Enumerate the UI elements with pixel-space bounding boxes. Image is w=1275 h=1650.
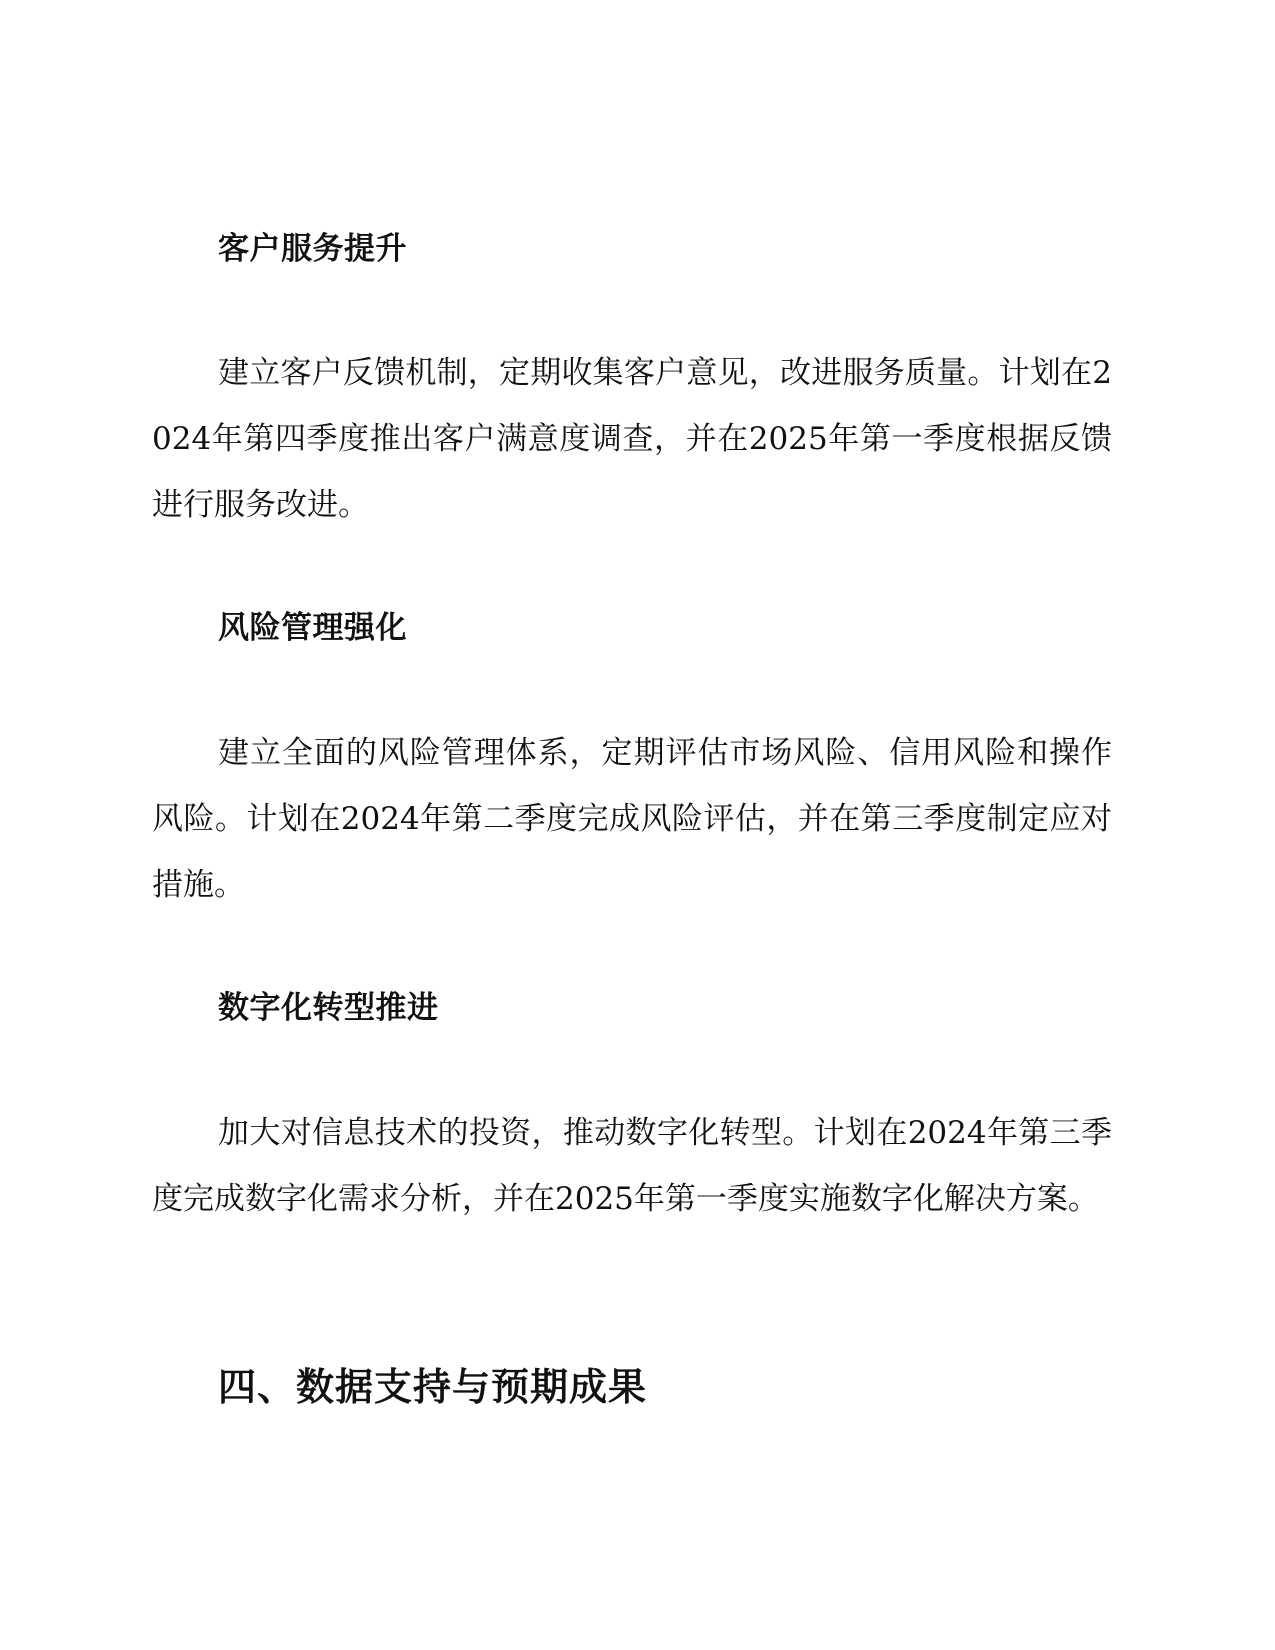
section-heading-risk-management: 风险管理强化 (218, 610, 407, 646)
section-body-customer-service: 建立客户反馈机制，定期收集客户意见，改进服务质量。计划在2024年第四季度推出客户满意度调查，并在2025年第一季度根据反馈进行服务改进。 (152, 355, 1112, 523)
section-body-digital-transformation: 加大对信息技术的投资，推动数字化转型。计划在2024年第三季度完成数字化需求分析，并在2025年第一季度实施数字化解决方案。 (152, 1115, 1112, 1217)
section-heading-customer-service: 客户服务提升 (218, 231, 407, 267)
section-heading-digital-transformation: 数字化转型推进 (218, 990, 439, 1026)
section-body-risk-management: 建立全面的风险管理体系，定期评估市场风险、信用风险和操作风险。计划在2024年第二季度完成风险评估，并在第三季度制定应对措施。 (152, 735, 1112, 903)
chapter-heading: 四、数据支持与预期成果 (218, 1365, 648, 1409)
